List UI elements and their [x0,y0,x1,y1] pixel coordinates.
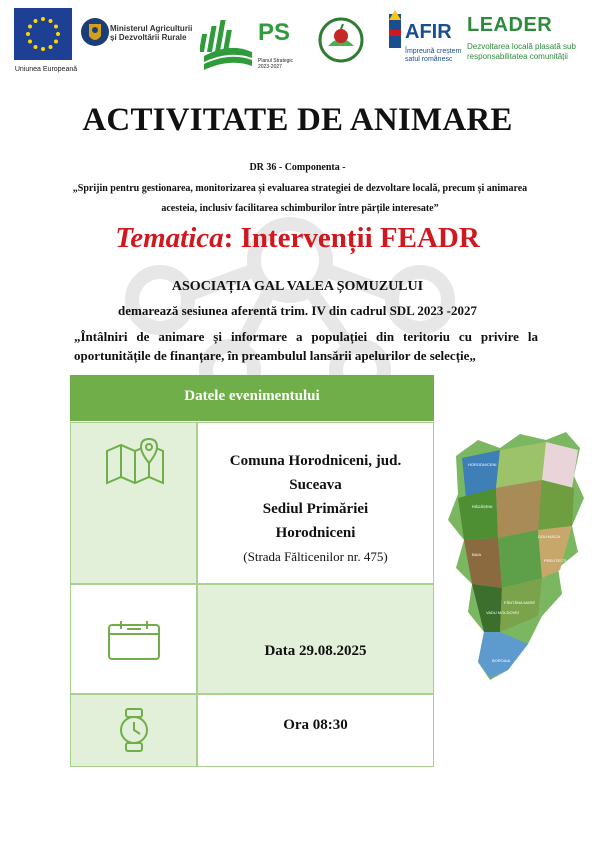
romania-coat-of-arms-logo [80,14,110,50]
calendar-icon-cell [70,584,197,694]
eu-label: Uniunea Europeană [14,66,78,73]
location-icon-cell [70,422,197,584]
event-date: Data 29.08.2025 [264,643,367,659]
event-table-header: Datele evenimentului [70,375,434,424]
time-cell [197,694,434,767]
leader-subtitle: Dezvoltarea locală plasată sub responsabilitatea comunității [467,42,576,61]
svg-text:BAIA: BAIA [472,552,482,557]
eu-star [49,45,53,49]
gal-valea-somuzului-logo [318,10,364,70]
eu-flag-logo [14,8,72,60]
date-cell [197,584,434,694]
location-text [198,449,433,569]
gal-name: ASOCIAȚIA GAL VALEA ȘOMUZULUI [171,279,424,294]
page-title: ACTIVITATE DE ANIMARE [82,102,513,138]
ministry-line-2: și Dezvoltării Rurale [110,33,187,42]
ps-subtitle: Planul Strategic 2023-2027 [258,58,294,70]
svg-text:AFIR: AFIR [405,21,452,43]
location-line-3: Sediul Primăriei [262,501,369,517]
eu-star [41,47,45,51]
location-address: (Strada Fălticenilor nr. 475) [243,549,388,564]
tematica-label: Tematica [115,222,224,254]
svg-text:RĂDĂȘENI: RĂDĂȘENI [472,504,493,509]
eu-star [54,40,58,44]
svg-text:FÂNTÂNA MARE: FÂNTÂNA MARE [504,600,536,605]
location-line-1: Comuna Horodniceni, jud. [229,453,402,469]
watch-icon [117,707,151,753]
eu-star [28,40,32,44]
tematica-heading [0,222,595,255]
eu-star [41,17,45,21]
meetings-description-line-2: oportunitățile de finanțare, în preambulul lansării apelurilor de selecție„ [74,348,476,363]
eu-star [49,19,53,23]
location-cell [197,422,434,584]
svg-text:PS: PS [258,19,291,46]
eu-star [26,32,30,36]
svg-text:BOROAIA: BOROAIA [492,658,511,663]
session-line: demarează sesiunea aferentă trim. IV din cadrul SDL 2023 -2027 [118,303,477,318]
afir-subtitle: Împreună creștem satul românesc [405,48,462,63]
location-line-4: Horodniceni [275,525,356,541]
location-line-2: Suceava [289,477,342,493]
territory-map-image [438,418,588,690]
ministry-line-1: Ministerul Agriculturii [110,24,193,33]
map-location-icon [105,437,165,485]
eu-star [34,19,38,23]
calendar-icon [107,619,161,661]
dr-line: DR 36 - Componenta - [249,162,346,173]
eu-star [56,32,60,36]
meetings-description-line-1: „Întâlniri de animare și informare a populației din teritoriu cu privire la [74,329,538,344]
tematica-value: : Intervenții FEADR [223,222,480,254]
svg-text:PREUTEȘTI: PREUTEȘTI [544,558,567,563]
svg-text:VADU MOLDOVEI: VADU MOLDOVEI [486,610,520,615]
leader-title: LEADER [467,14,553,36]
clock-icon-cell [70,694,197,767]
eu-star [54,25,58,29]
eu-star [28,25,32,29]
svg-text:DOLHASCA: DOLHASCA [538,534,561,539]
component-description: „Sprijin pentru gestionarea, monitorizarea și evaluarea strategiei de dezvoltare locală, precum și animarea acesteia, inclusiv facilitarea schimburilor între părțile interesate” [72,183,528,214]
svg-text:HORODNICENI: HORODNICENI [468,462,497,467]
eu-star [34,45,38,49]
event-time: Ora 08:30 [283,717,348,733]
